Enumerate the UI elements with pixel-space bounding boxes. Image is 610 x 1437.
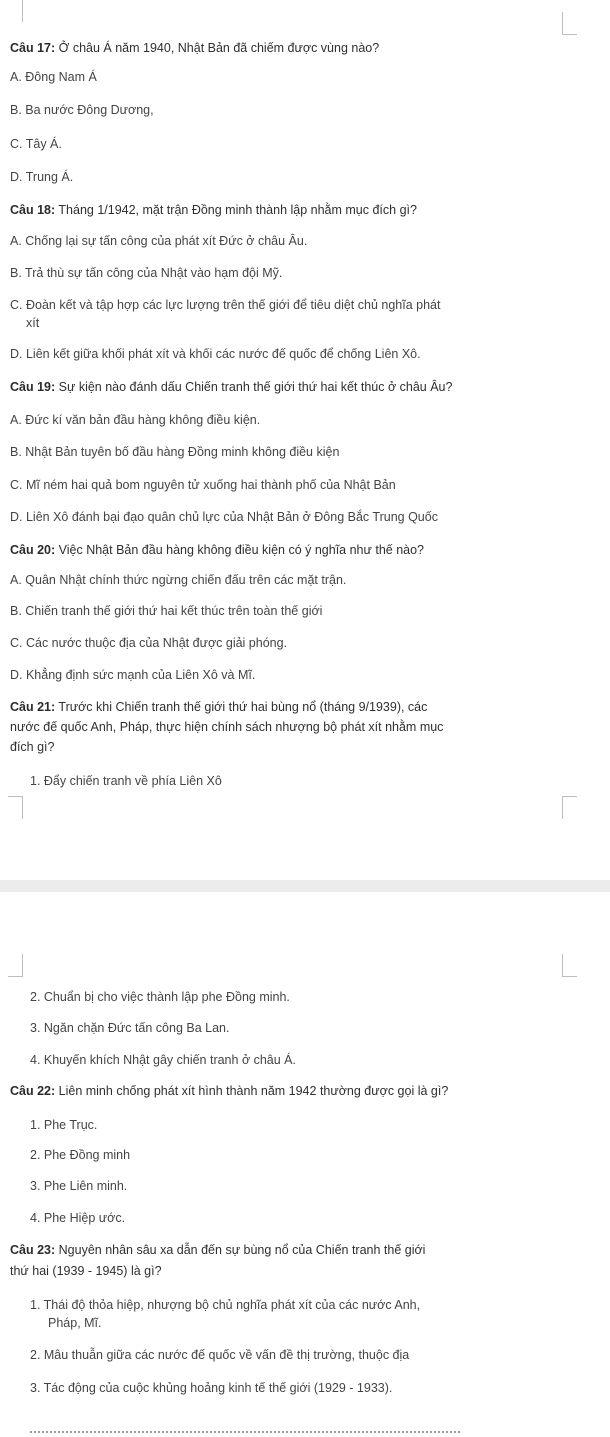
question-number: Câu 19:: [10, 380, 56, 394]
question-text: Liên minh chống phát xít hình thành năm 1942 thường được gọi là gì?: [58, 1084, 449, 1098]
question-22: [10, 1083, 448, 1099]
page-gap: [0, 880, 610, 892]
question-text: Việc Nhật Bản đầu hàng không điều kiện có ý nghĩa như thế nào?: [58, 543, 424, 557]
question-23: [10, 1242, 425, 1258]
question-21-line-2: nước đế quốc Anh, Pháp, thực hiện chính sách nhượng bộ phát xít nhằm mục: [10, 720, 444, 734]
option-c[interactable]: C. Tây Á.: [10, 137, 62, 151]
question-23-line-2: thứ hai (1939 - 1945) là gì?: [10, 1264, 162, 1278]
question-number: Câu 22:: [10, 1084, 56, 1098]
question-text: Ở châu Á năm 1940, Nhật Bản đã chiếm được vùng nào?: [58, 41, 380, 55]
option-c-continued: xít: [26, 316, 40, 330]
question-21: [10, 699, 427, 715]
question-number: Câu 20:: [10, 543, 56, 557]
question-text: Trước khi Chiến tranh thế giới thứ hai bùng nổ (tháng 9/1939), các: [58, 700, 428, 714]
question-number: Câu 18:: [10, 203, 56, 217]
option-b[interactable]: B. Nhật Bản tuyên bố đầu hàng Đồng minh không điều kiện: [10, 445, 340, 459]
question-number: Câu 23:: [10, 1243, 56, 1257]
question-text: Sự kiện nào đánh dấu Chiến tranh thế giới thứ hai kết thúc ở châu Âu?: [58, 380, 453, 394]
question-number: Câu 21:: [10, 700, 56, 714]
question-21-line-3: đích gì?: [10, 740, 55, 754]
option-1-continued: Pháp, Mĩ.: [48, 1316, 102, 1330]
option-1[interactable]: 1. Thái độ thỏa hiệp, nhượng bộ chủ nghĩa phát xít của các nước Anh,: [30, 1298, 421, 1312]
option-2[interactable]: 2. Chuẩn bị cho việc thành lập phe Đồng minh.: [30, 990, 290, 1004]
option-d[interactable]: D. Trung Á.: [10, 170, 74, 184]
option-d[interactable]: D. Liên kết giữa khối phát xít và khối các nước đế quốc để chống Liên Xô.: [10, 347, 421, 361]
option-a[interactable]: A. Đông Nam Á: [10, 70, 97, 84]
option-d[interactable]: D. Liên Xô đánh bại đạo quân chủ lực của Nhật Bản ở Đông Bắc Trung Quốc: [10, 510, 438, 524]
option-1[interactable]: 1. Phe Trục.: [30, 1118, 98, 1132]
option-c[interactable]: C. Mĩ ném hai quả bom nguyên tử xuống hai thành phố của Nhật Bản: [10, 478, 396, 492]
crop-mark-top-left: [8, 954, 23, 977]
option-b[interactable]: B. Trả thù sự tấn công của Nhật vào hạm đội Mỹ.: [10, 266, 283, 280]
question-18: [10, 202, 417, 218]
option-3[interactable]: 3. Phe Liên minh.: [30, 1179, 128, 1193]
crop-mark-top-right: [562, 954, 577, 977]
option-3[interactable]: 3. Ngăn chặn Đức tấn công Ba Lan.: [30, 1021, 230, 1035]
option-b[interactable]: B. Chiến tranh thế giới thứ hai kết thúc trên toàn thế giới: [10, 604, 323, 618]
option-a[interactable]: A. Quân Nhật chính thức ngừng chiến đấu trên các mặt trận.: [10, 573, 347, 587]
option-d[interactable]: D. Khẳng định sức mạnh của Liên Xô và Mĩ.: [10, 668, 256, 682]
option-b[interactable]: B. Ba nước Đông Dương,: [10, 103, 154, 117]
question-20: [10, 542, 424, 558]
question-number: Câu 17:: [10, 41, 56, 55]
cut-off-text-line: [30, 1431, 460, 1433]
question-19: [10, 379, 452, 395]
option-2[interactable]: 2. Mâu thuẫn giữa các nước đế quốc về vấn đề thị trường, thuộc địa: [30, 1348, 410, 1362]
option-c[interactable]: C. Đoàn kết và tập hợp các lực lượng trên thế giới để tiêu diệt chủ nghĩa phát: [10, 298, 441, 312]
option-4[interactable]: 4. Phe Hiệp ước.: [30, 1211, 126, 1225]
question-text: Tháng 1/1942, mặt trận Đồng minh thành lập nhằm mục đích gì?: [58, 203, 417, 217]
option-4[interactable]: 4. Khuyến khích Nhật gây chiến tranh ở châu Á.: [30, 1053, 296, 1067]
crop-mark-top-right: [562, 12, 577, 35]
question-17: [10, 40, 379, 56]
option-a[interactable]: A. Chống lại sự tấn công của phát xít Đức ở châu Âu.: [10, 234, 308, 248]
option-1[interactable]: 1. Đẩy chiến tranh về phía Liên Xô: [30, 774, 222, 788]
question-text: Nguyên nhân sâu xa dẫn đến sự bùng nổ của Chiến tranh thế giới: [58, 1243, 426, 1257]
option-c[interactable]: C. Các nước thuộc địa của Nhật được giải phóng.: [10, 636, 288, 650]
option-a[interactable]: A. Đức kí văn bản đầu hàng không điều kiện.: [10, 413, 261, 427]
crop-mark-top-left: [8, 0, 23, 22]
crop-mark-bottom-left: [8, 796, 23, 819]
option-3[interactable]: 3. Tác động của cuộc khủng hoảng kinh tế thế giới (1929 - 1933).: [30, 1381, 393, 1395]
option-2[interactable]: 2. Phe Đồng minh: [30, 1148, 131, 1162]
crop-mark-bottom-right: [562, 796, 577, 819]
